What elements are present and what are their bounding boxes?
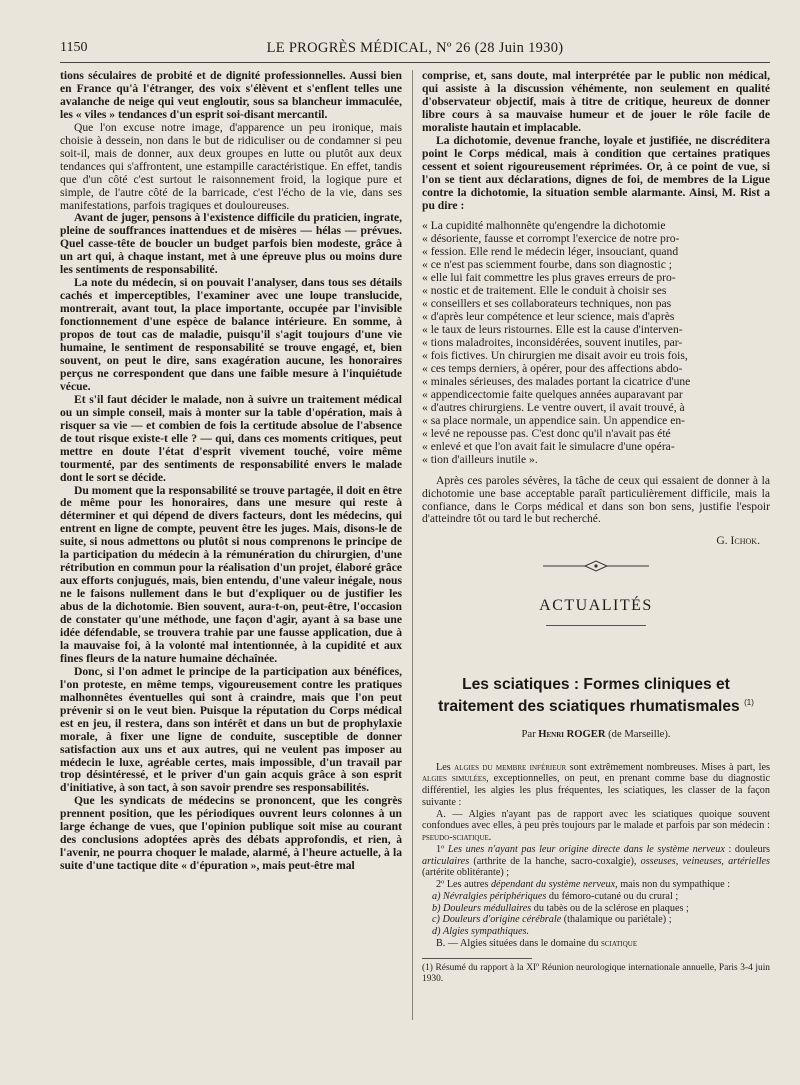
right-column (422, 70, 770, 985)
item-italic: osseuses, veineuses, artérielles (640, 855, 771, 867)
left-paragraph: Et s'il faut décider le malade, non à suivre un traitement médical ou un simple conseil, mais à monter sur la table d'opération, mais à risquer sa vie — et combien de fois la certitude absolue de l'absence de tout risque existe-t elle ? — qui, dans ces moments critiques, peut mettre en doute l'état d'esprit vivement touché, voire même tourmenté, par des sentiments de responsabilité envers le malade dont le sort se décide. (60, 392, 402, 484)
title-footnote-mark: (1) (744, 698, 754, 708)
left-paragraph: tions séculaires de probité et de dignité professionnelles. Aussi bien en France qu'à l'étranger, des voix s'élèvent et s'enflent telles une avalanche de neige qui veut engloutir, sous sa blancheur immaculée, les « viles » tendances d'un esprit soi-disant mercantil. (60, 69, 402, 121)
left-paragraph: Que les syndicats de médecins se prononcent, que les congrès prennent position, que les périodiques ouvrent leurs colonnes à un large échange de vues, que l'opinion publique soit mise au courant des conclusions adoptées après des débats approfondis, et rien, à l'avenir, ne pourra choquer le malade, alarmé, à l'heure actuelle, à la suite d'une tactique dite « d'épuration », mais peut-être mal (60, 794, 402, 873)
item-text: (arthrite de la hanche, sacro-coxalgie), (473, 855, 637, 867)
quote-line: « d'après leur compétence et leur science, mais d'après (422, 310, 675, 324)
quote-line: « ce n'est pas sciemment fourbe, dans son diagnostic ; (422, 258, 673, 272)
sub-item-italic: Douleurs d'origine cérébrale (442, 914, 562, 926)
sub-item-label: d) (432, 926, 441, 938)
intro-smallcaps: algies simulées (422, 773, 487, 785)
quote-line: « le taux de leurs ristournes. Elle est la cause d'interven- (422, 323, 683, 337)
quote-line: « fession. Elle rend le médecin léger, insouciant, quand (422, 245, 679, 259)
left-paragraph: Avant de juger, pensons à l'existence difficile du praticien, ingrate, pleine de souffrances inattendues et de misères — hélas — prévues. Quel casse-tête de boucler un budget parfois bien modeste, grâce à un art qui, à chaque instant, met à une épreuve plus ou moins dure les sentiments de responsabilité. (60, 211, 402, 277)
author-name: Henri ROGER (538, 728, 606, 740)
quote-line: « tion d'ailleurs inutile ». (422, 452, 538, 466)
sub-item-italic: Algies sympathiques. (443, 926, 530, 938)
category-a (422, 809, 770, 844)
header-rule (60, 62, 770, 63)
intro-lead: Les (436, 761, 451, 773)
category-a-text: A. — Algies n'ayant pas de rapport avec les sciatiques quoique souvent confondues avec elles, à peu près toujours par le malade et parfois par son médecin : (422, 808, 770, 832)
right-paragraph: comprise, et, sans doute, mal interprétée par le public non médical, qui assiste à la discussion véhémente, non seulement en qualité d'observateur objectif, mais à titre de critique, heureux de donner libre cours à sa mauvaise humeur et de jouer le rôle facile de moraliste hautain et implacable. (422, 69, 770, 134)
item-text: : douleurs (728, 843, 771, 855)
left-paragraph: Que l'on excuse notre image, d'apparence un peu ironique, mais choisie à dessein, non dans le but de ridiculiser ou de condamner si peu soit-il, mais de donner, aux deux groupes en lutte ou plutôt aux deux tendances qui s'affrontent, une estampille caractéristique. En effet, tandis que d'un côté c'est surtout le raisonnement froid, la logique pure et simple, de l'autre côté de la barricade, c'est l'écho de la vie, dans ses manifestations, parfois tragiques et douloureuses. (60, 120, 402, 212)
quote-line: « sa place normale, un appendice sain. Un appendice en- (422, 413, 686, 427)
sub-item-italic: Douleurs médullaires (443, 902, 532, 914)
sub-item-text: (thalamique ou pariétale) ; (563, 914, 672, 926)
article-title-line: Les sciatiques : Formes cliniques et (462, 676, 730, 694)
sub-item-d (422, 926, 770, 938)
article-body (422, 762, 770, 985)
footnote-rule (422, 958, 532, 959)
quote-line: « fois fictives. Un chirurgien me disait avoir eu trois fois, (422, 349, 688, 363)
item-text: Les autres (446, 879, 489, 891)
right-paragraph: La dichotomie, devenue franche, loyale et justifiée, ne discréditera point le Corps médical, mais à condition que certaines pratiques cessent et soient rigoureusement réprimées. Or, à ce point de vue, si l'on se tient aux déclarations, dignes de foi, de membres de la Ligue contre la dichotomie, la situation semble alarmante. Ainsi, M. Rist a pu dire : (422, 133, 770, 212)
column-divider (412, 70, 413, 1020)
quote-line: « désoriente, fausse et corrompt l'exercice de notre pro- (422, 232, 680, 246)
sub-item-text: du tabès ou de la sclérose en plaques ; (533, 902, 689, 914)
author-place: (de Marseille). (608, 728, 671, 740)
item-2 (422, 879, 770, 891)
quote-line: « levé ne repousse pas. C'est donc qu'il n'avait pas été (422, 426, 671, 440)
sub-item-c (422, 914, 770, 926)
item-number: 2º (436, 879, 445, 891)
sub-item-label: a) (432, 890, 441, 902)
item-text: (artérite oblitérante) ; (422, 867, 510, 879)
sub-item-label: b) (432, 902, 441, 914)
item-italic: articulaires (422, 855, 470, 867)
sub-item-a (422, 891, 770, 903)
sub-item-italic: Névralgies périphériques (443, 890, 547, 902)
quote-line: « ces temps derniers, à opérer, pour des affections abdo- (422, 361, 683, 375)
sub-item-label: c) (432, 914, 440, 926)
quote-line: « d'autres chirurgiens. Le ventre ouvert, il avait trouvé, à (422, 400, 685, 414)
left-paragraph: La note du médecin, si on pouvait l'analyser, dans tous ses détails cachés et imperceptibles, l'examiner avec une loupe translucide, montrerait, avant tout, la place importante, occupée par l'invisible fonctionnement d'une espèce de balance intérieure. En somme, à propos de tout cas de maladie, puisqu'il s'agit toujours d'une vie humaine, le sentiment de responsabilité se trouve engagé, et, bien souvent, on peut le dire, sans exagération aucune, les honoraires perçus ne correspondent que dans une faible mesure à l'inquiétude vécue. (60, 276, 402, 393)
quote-line: « enlevé et que l'on avait fait le simulacre d'une opéra- (422, 439, 675, 453)
quote-line: « minales sérieuses, des malades portant la cicatrice d'une (422, 374, 691, 388)
intro-text: sont extrêmement nombreuses. Mises à part, les (569, 761, 771, 773)
category-b-text: B. — Algies situées dans le domaine du (436, 937, 599, 949)
category-a-term: pseudo-sciatique. (422, 832, 492, 844)
section-title: ACTUALITÉS (539, 597, 653, 615)
item-text: , mais non du sympathique : (615, 879, 731, 891)
article-title (422, 676, 770, 716)
article-title-line: traitement des sciatiques rhumatismales (438, 698, 740, 716)
left-paragraph: Du moment que la responsabilité se trouve partagée, il doit en être de même pour les honoraires, dans une mesure qui reste à déterminer et qui dépend de divers facteurs, dont les médecins, qui entrent en ligne de compte, peuvent être les juges. Mais, disons-le de suite, si nous admettons ou plutôt si nous comprenons le principe de la participation du médecin à la rémunération du chirurgien, d'une rétribution en commun pour la réalisation d'un projet, élaboré grâce aux efforts conjugués, mais, bien entendu, d'une valeur inégale, nous ne le faisons nullement dans le but d'expliquer ou de justifier les abus de la dichotomie. Bien souvent, aura-t-on, peut-être, l'occasion de constater qu'une méthode, une façon d'agir, ayant à sa base une idée défendable, se trouvera trahie par une fausse application, due à la mauvaise foi, à la volonté mal intentionnée, à la cupidité et aux fines fleurs de la nature humaine déchaînée. (60, 483, 402, 665)
sub-item-b (422, 903, 770, 915)
left-column (60, 70, 402, 873)
quote-line: « conseillers et ses collaborateurs techniques, non pas (422, 297, 672, 311)
byline (422, 729, 770, 740)
item-italic: Les unes n'ayant pas leur origine directe dans le système nerveux (447, 843, 725, 855)
footnote: (1) Résumé du rapport à la XIº Réunion neurologique internationale annuelle, Paris 3-4 juin 1930. (422, 962, 770, 984)
item-italic: dépendant du système nerveux (490, 879, 616, 891)
closing-paragraph: Après ces paroles sévères, la tâche de ceux qui essaient de donner à la dichotomie une base acceptable paraît particulièrement difficile, mais la confiance, dans le Corps médical et dans son bon sens, justifie l'espoir d'atteindre tôt ou tard le but recherché. (422, 473, 770, 526)
intro-text: , exceptionnelles, on peut, en prenant comme base du diagnostic différentiel, les algies les plus fréquentes, les sciatiques, les classer de la façon suivante : (422, 773, 770, 808)
section-ornament (541, 559, 651, 573)
category-b-term: sciatique (600, 937, 638, 949)
item-number: 1º (436, 843, 445, 855)
intro-smallcaps: algies du membre inférieur (454, 761, 567, 773)
byline-prefix: Par (521, 728, 536, 740)
author-signature: G. Ichok. (716, 534, 760, 548)
category-b (422, 938, 770, 950)
page-header (60, 38, 770, 62)
left-paragraph: Donc, si l'on admet le principe de la participation aux bénéfices, l'on proteste, en même temps, vigoureusement contre les pratiques malhonnêtes éventuelles qui sont à craindre, mais que l'on peut prévenir si on le veut bien. Puisque la réputation du Corps médical est en jeu, il restera, dans son intérêt et dans un but de prophylaxie morale, à fixer une ligne de conduite, susceptible de donner satisfaction aux uns et aux autres, qui ne veulent pas imposer au médecin le luxe, agréable certes, mais impossible, d'un travail par trop désintéressé, et le priver d'un gain acquis grâce à son esprit d'initiative, à son tact, à son savoir prendre ses responsabilités. (60, 664, 402, 795)
intro-paragraph (422, 762, 770, 809)
sub-item-text: du fémoro-cutané ou du crural ; (548, 890, 679, 902)
quote-line: « tions maladroites, inconsidérées, souvent inutiles, par- (422, 336, 683, 350)
item-1 (422, 844, 770, 879)
quote-line: « appendicectomie faite quelques années auparavant par (422, 387, 683, 401)
section-title-rule (546, 625, 646, 626)
quote-line: « elle lui fait commettre les plus graves erreurs de pro- (422, 271, 676, 285)
running-title: LE PROGRÈS MÉDICAL, Nº 26 (28 Juin 1930) (266, 40, 564, 56)
quote-line: « nostic et de traitement. Elle le conduit à choisir ses (422, 284, 667, 298)
page-number: 1150 (60, 40, 88, 55)
rist-quotation (422, 220, 770, 466)
quote-line: « La cupidité malhonnête qu'engendre la dichotomie (422, 219, 666, 233)
